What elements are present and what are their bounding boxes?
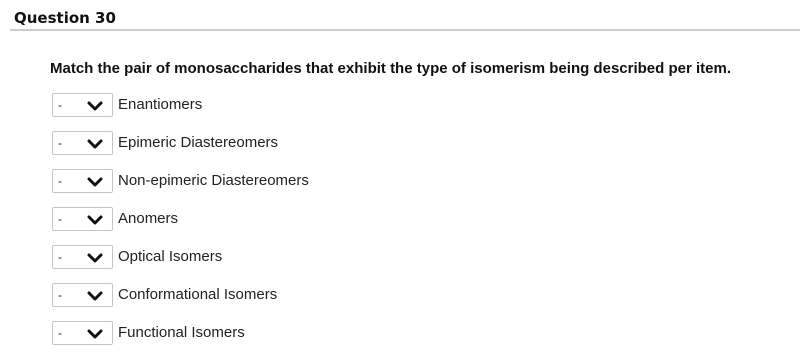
select-value: - xyxy=(58,288,62,302)
chevron-down-icon xyxy=(87,291,103,301)
item-label: Optical Isomers xyxy=(118,248,223,265)
answer-select[interactable] xyxy=(52,321,113,345)
select-value: - xyxy=(58,98,62,112)
item-label: Conformational Isomers xyxy=(118,286,278,303)
answer-select[interactable] xyxy=(52,207,113,231)
chevron-down-icon xyxy=(87,177,103,187)
select-value: - xyxy=(58,326,62,340)
item-label: Enantiomers xyxy=(118,96,203,113)
answer-select[interactable] xyxy=(52,93,113,117)
item-label: Epimeric Diastereomers xyxy=(118,134,279,151)
select-value: - xyxy=(58,250,62,264)
answer-select[interactable] xyxy=(52,245,113,269)
chevron-down-icon xyxy=(87,329,103,339)
chevron-down-icon xyxy=(87,253,103,263)
answer-select[interactable] xyxy=(52,169,113,193)
question-title: Question 30 xyxy=(14,9,116,27)
chevron-down-icon xyxy=(87,139,103,149)
select-value: - xyxy=(58,174,62,188)
item-label: Anomers xyxy=(118,210,179,227)
question-prompt: Match the pair of monosaccharides that exhibit the type of isomerism being described per item. xyxy=(50,60,731,77)
chevron-down-icon xyxy=(87,215,103,225)
select-value: - xyxy=(58,212,62,226)
answer-select[interactable] xyxy=(52,283,113,307)
item-label: Non-epimeric Diastereomers xyxy=(118,172,309,189)
answer-select[interactable] xyxy=(52,131,113,155)
question-header xyxy=(10,0,800,31)
chevron-down-icon xyxy=(87,101,103,111)
item-label: Functional Isomers xyxy=(118,324,245,341)
select-value: - xyxy=(58,136,62,150)
